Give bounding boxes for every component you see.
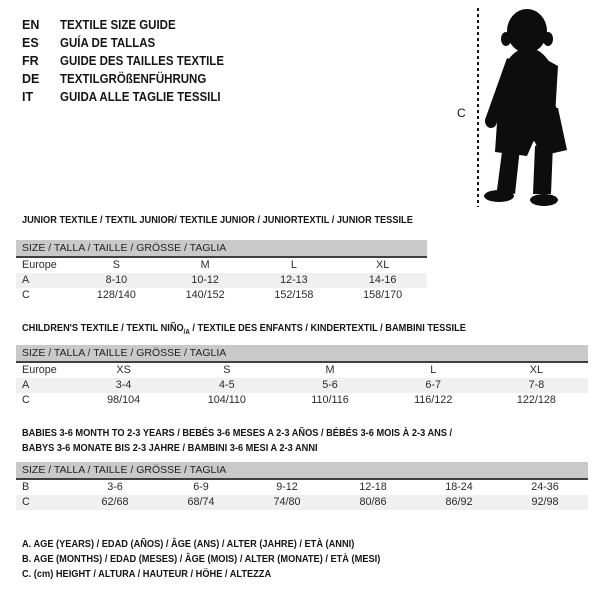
cell-value: 7-8 (528, 379, 545, 391)
cell-value: 18-24 (445, 481, 473, 493)
language-title: TEXTILE SIZE GUIDE (60, 18, 176, 32)
table-title-line (22, 441, 588, 456)
row-label: B (22, 481, 30, 493)
cell-value: 116/122 (414, 394, 453, 406)
cell-value: 158/170 (363, 289, 403, 301)
cell-value: M (200, 259, 210, 271)
cell-value: XL (529, 364, 544, 376)
language-row (22, 88, 238, 106)
language-code: ES (22, 36, 39, 50)
language-title: GUÍA DE TALLAS (60, 36, 156, 50)
language-title-list (22, 16, 238, 106)
table-title-text: BABIES 3-6 MONTH TO 2-3 YEARS / BEBÉS 3-6 MESES A 2-3 AÑOS / BÉBÉS 3-6 MOIS À 2-3 ANS / (22, 427, 453, 439)
size-header-bar: SIZE / TALLA / TAILLE / GRÖSSE / TAGLIA (16, 462, 588, 480)
table-row (16, 288, 427, 303)
row-label: C (22, 289, 30, 301)
cell-value: 9-12 (276, 481, 298, 493)
cell-value: 6-7 (425, 379, 442, 391)
table-row (16, 495, 588, 510)
height-measure-label: C (457, 106, 466, 120)
cell-value: S (223, 364, 231, 376)
language-row (22, 52, 238, 70)
footnote (22, 567, 429, 582)
language-row (22, 34, 238, 52)
cell-value: 12-13 (280, 274, 308, 286)
table-title-text: JUNIOR TEXTILE / TEXTIL JUNIOR/ TEXTILE JUNIOR / JUNIORTEXTIL / JUNIOR TESSILE (22, 214, 413, 226)
footnote-text: A. AGE (YEARS) / EDAD (AÑOS) / ÂGE (ANS) / ALTER (JAHRE) / ETÀ (ANNI) (22, 538, 355, 550)
cell-value: 98/104 (107, 394, 141, 406)
cell-value: 68/74 (187, 496, 215, 508)
row-label: C (22, 496, 30, 508)
row-label: Europe (22, 259, 57, 271)
cell-value: 4-5 (219, 379, 235, 391)
cell-value: 24-36 (531, 481, 559, 493)
table-title-line (22, 426, 588, 441)
footnote (22, 552, 429, 567)
cell-value: 3-6 (107, 481, 123, 493)
table-row (16, 378, 588, 393)
size-header-bar: SIZE / TALLA / TAILLE / GRÖSSE / TAGLIA (16, 240, 427, 258)
row-label: A (22, 274, 30, 286)
table-title (22, 321, 588, 336)
size-table-children (16, 321, 588, 408)
language-title: TEXTILGRÖßENFÜHRUNG (60, 72, 207, 86)
footnote-text: C. (cm) HEIGHT / ALTURA / HAUTEUR / HÖHE / ALTEZZA (22, 568, 272, 580)
footnote (22, 537, 429, 552)
language-code: IT (22, 90, 34, 104)
table-row (16, 363, 588, 378)
subscript-text: /A (183, 329, 190, 337)
cell-value: 86/92 (445, 496, 473, 508)
cell-value: XL (376, 259, 390, 271)
table-title-line (22, 213, 427, 228)
table-row (16, 258, 427, 273)
cell-value: 110/116 (311, 394, 349, 406)
cell-value: 92/98 (531, 496, 559, 508)
size-header-bar: SIZE / TALLA / TAILLE / GRÖSSE / TAGLIA (16, 345, 588, 363)
language-code: FR (22, 54, 39, 68)
cell-value: 14-16 (368, 274, 397, 286)
size-table-junior (16, 213, 427, 303)
cell-value: 140/152 (185, 289, 225, 301)
table-row (16, 480, 588, 495)
footnote-text: B. AGE (MONTHS) / EDAD (MESES) / ÂGE (MOIS) / ALTER (MONATE) / ETÀ (MESI) (22, 553, 381, 565)
baby-silhouette-icon (482, 6, 574, 207)
table-title-text: CHILDREN'S TEXTILE / TEXTIL $NIÑO_{/A}$ / TEXTILE DES ENFANTS / KINDERTEXTIL / BAMBINI TESSILE (22, 322, 466, 337)
table-row (16, 393, 588, 408)
cell-value: 62/68 (101, 496, 129, 508)
cell-value: 104/110 (207, 394, 246, 406)
cell-value: 152/158 (274, 289, 314, 301)
language-title: GUIDA ALLE TAGLIE TESSILI (60, 90, 221, 104)
cell-value: 80/86 (359, 496, 387, 508)
cell-value: 10-12 (191, 274, 219, 286)
table-title-line (22, 321, 588, 336)
cell-value: M (325, 364, 335, 376)
cell-value: S (112, 259, 120, 271)
language-row (22, 70, 238, 88)
cell-value: XS (116, 364, 131, 376)
height-measure-dotted-line-icon (477, 8, 479, 207)
table-title (22, 426, 588, 456)
cell-value: 122/128 (516, 394, 556, 406)
cell-value: 6-9 (193, 481, 209, 493)
cell-value: L (430, 364, 437, 376)
table-title-text: BABYS 3-6 MONATE BIS 2-3 JAHRE / BAMBINI 3-6 MESI A 2-3 ANNI (22, 442, 318, 454)
footnote-legend (22, 537, 429, 582)
row-label: C (22, 394, 30, 406)
cell-value: 12-18 (359, 481, 387, 493)
language-title: GUIDE DES TAILLES TEXTILE (60, 54, 225, 68)
size-table-babies (16, 426, 588, 510)
cell-value: 128/140 (96, 289, 136, 301)
cell-value: 3-4 (115, 379, 132, 391)
table-title (22, 213, 427, 228)
language-code: DE (22, 72, 40, 86)
table-row (16, 273, 427, 288)
row-label: Europe (22, 364, 57, 376)
cell-value: 8-10 (105, 274, 128, 286)
language-row (22, 16, 238, 34)
cell-value: L (290, 259, 297, 271)
cell-value: 74/80 (273, 496, 301, 508)
cell-value: 5-6 (322, 379, 338, 391)
language-code: EN (22, 18, 40, 32)
row-label: A (22, 379, 30, 391)
